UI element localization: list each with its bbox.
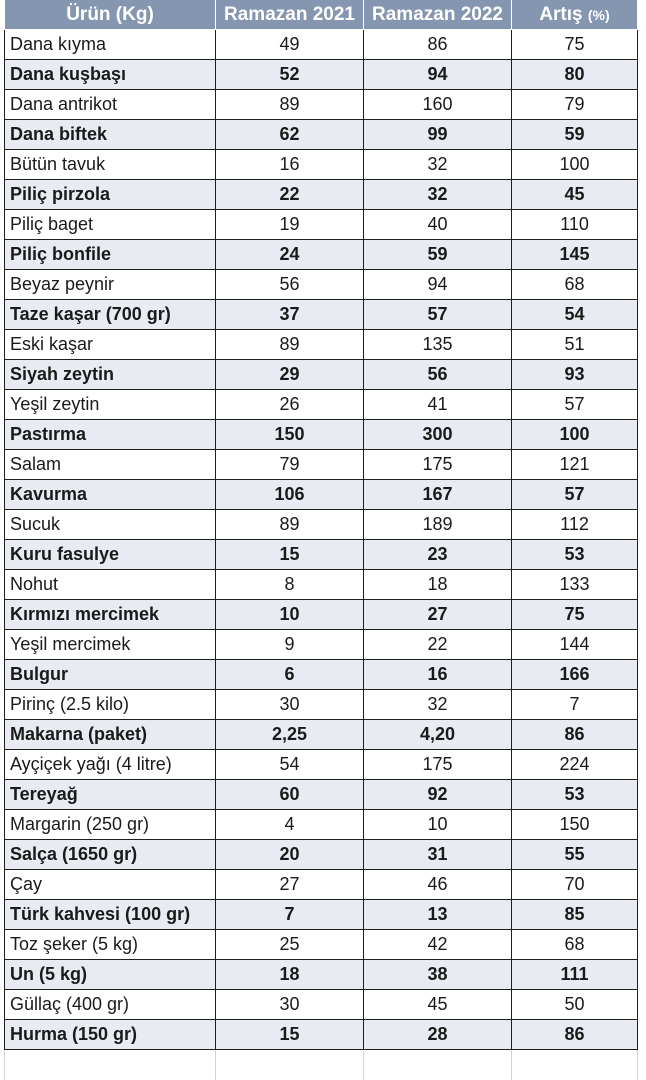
ramazan-2021-cell: 4 [216, 810, 364, 840]
product-name-cell: Margarin (250 gr) [5, 810, 216, 840]
empty-cell [512, 1050, 638, 1080]
table-row [5, 720, 638, 750]
ramazan-2022-cell: 175 [364, 450, 512, 480]
ramazan-2021-cell: 89 [216, 510, 364, 540]
table-row [5, 750, 638, 780]
increase-percent-cell: 144 [512, 630, 638, 660]
increase-percent-cell: 45 [512, 180, 638, 210]
product-name-cell: Ayçiçek yağı (4 litre) [5, 750, 216, 780]
increase-percent-cell: 57 [512, 390, 638, 420]
increase-percent-cell: 100 [512, 420, 638, 450]
ramazan-2022-cell: 45 [364, 990, 512, 1020]
product-name-cell: Tereyağ [5, 780, 216, 810]
ramazan-2022-cell: 189 [364, 510, 512, 540]
ramazan-2021-cell: 106 [216, 480, 364, 510]
table-row [5, 780, 638, 810]
table-row [5, 570, 638, 600]
ramazan-2021-cell: 15 [216, 1020, 364, 1050]
ramazan-2022-cell: 94 [364, 60, 512, 90]
ramazan-2022-cell: 16 [364, 660, 512, 690]
increase-percent-cell: 224 [512, 750, 638, 780]
product-name-cell: Bulgur [5, 660, 216, 690]
ramazan-2022-cell: 23 [364, 540, 512, 570]
ramazan-2022-cell: 99 [364, 120, 512, 150]
ramazan-2021-cell: 52 [216, 60, 364, 90]
product-name-cell: Beyaz peynir [5, 270, 216, 300]
ramazan-2022-cell: 13 [364, 900, 512, 930]
ramazan-2021-cell: 6 [216, 660, 364, 690]
header-increase-label: Artış [539, 4, 582, 25]
ramazan-2022-cell: 46 [364, 870, 512, 900]
ramazan-2022-cell: 32 [364, 150, 512, 180]
ramazan-2021-cell: 26 [216, 390, 364, 420]
product-name-cell: Yeşil mercimek [5, 630, 216, 660]
table-row [5, 120, 638, 150]
table-row [5, 900, 638, 930]
increase-percent-cell: 93 [512, 360, 638, 390]
table-row [5, 30, 638, 60]
ramazan-2022-cell: 300 [364, 420, 512, 450]
increase-percent-cell: 53 [512, 780, 638, 810]
table-row [5, 840, 638, 870]
ramazan-2021-cell: 15 [216, 540, 364, 570]
increase-percent-cell: 86 [512, 1020, 638, 1050]
ramazan-2021-cell: 62 [216, 120, 364, 150]
ramazan-2022-cell: 32 [364, 690, 512, 720]
ramazan-2022-cell: 57 [364, 300, 512, 330]
ramazan-2022-cell: 27 [364, 600, 512, 630]
ramazan-2022-cell: 59 [364, 240, 512, 270]
header-increase-unit: (%) [588, 7, 610, 23]
ramazan-2022-cell: 4,20 [364, 720, 512, 750]
increase-percent-cell: 166 [512, 660, 638, 690]
table-row [5, 600, 638, 630]
header-product: Ürün (Kg) [5, 0, 216, 30]
ramazan-2022-cell: 56 [364, 360, 512, 390]
ramazan-2021-cell: 37 [216, 300, 364, 330]
ramazan-2022-cell: 32 [364, 180, 512, 210]
product-name-cell: Hurma (150 gr) [5, 1020, 216, 1050]
ramazan-2021-cell: 22 [216, 180, 364, 210]
header-row [5, 0, 638, 30]
increase-percent-cell: 68 [512, 270, 638, 300]
ramazan-2021-cell: 89 [216, 90, 364, 120]
product-name-cell: Piliç pirzola [5, 180, 216, 210]
table-row [5, 510, 638, 540]
empty-row [5, 1050, 638, 1080]
increase-percent-cell: 79 [512, 90, 638, 120]
increase-percent-cell: 80 [512, 60, 638, 90]
product-name-cell: Sucuk [5, 510, 216, 540]
header-ramazan-2022: Ramazan 2022 [364, 0, 512, 30]
ramazan-2022-cell: 18 [364, 570, 512, 600]
product-name-cell: Taze kaşar (700 gr) [5, 300, 216, 330]
ramazan-2021-cell: 16 [216, 150, 364, 180]
ramazan-2021-cell: 2,25 [216, 720, 364, 750]
increase-percent-cell: 121 [512, 450, 638, 480]
table-row [5, 480, 638, 510]
header-increase [512, 0, 638, 30]
ramazan-2021-cell: 29 [216, 360, 364, 390]
table-row [5, 180, 638, 210]
increase-percent-cell: 75 [512, 600, 638, 630]
ramazan-2022-cell: 86 [364, 30, 512, 60]
ramazan-2022-cell: 41 [364, 390, 512, 420]
increase-percent-cell: 50 [512, 990, 638, 1020]
product-name-cell: Güllaç (400 gr) [5, 990, 216, 1020]
increase-percent-cell: 68 [512, 930, 638, 960]
product-name-cell: Türk kahvesi (100 gr) [5, 900, 216, 930]
product-name-cell: Eski kaşar [5, 330, 216, 360]
empty-cell [216, 1050, 364, 1080]
ramazan-2021-cell: 7 [216, 900, 364, 930]
table-row [5, 960, 638, 990]
product-name-cell: Dana kuşbaşı [5, 60, 216, 90]
ramazan-2021-cell: 150 [216, 420, 364, 450]
increase-percent-cell: 133 [512, 570, 638, 600]
table-row [5, 450, 638, 480]
ramazan-2021-cell: 25 [216, 930, 364, 960]
ramazan-2022-cell: 167 [364, 480, 512, 510]
product-name-cell: Un (5 kg) [5, 960, 216, 990]
ramazan-2021-cell: 24 [216, 240, 364, 270]
increase-percent-cell: 145 [512, 240, 638, 270]
ramazan-2022-cell: 40 [364, 210, 512, 240]
product-name-cell: Dana kıyma [5, 30, 216, 60]
ramazan-2022-cell: 38 [364, 960, 512, 990]
ramazan-2022-cell: 135 [364, 330, 512, 360]
ramazan-2021-cell: 30 [216, 990, 364, 1020]
product-name-cell: Nohut [5, 570, 216, 600]
increase-percent-cell: 59 [512, 120, 638, 150]
table-row [5, 420, 638, 450]
product-name-cell: Dana biftek [5, 120, 216, 150]
table-row [5, 930, 638, 960]
product-name-cell: Çay [5, 870, 216, 900]
product-name-cell: Dana antrikot [5, 90, 216, 120]
product-name-cell: Bütün tavuk [5, 150, 216, 180]
table-row [5, 150, 638, 180]
increase-percent-cell: 7 [512, 690, 638, 720]
increase-percent-cell: 53 [512, 540, 638, 570]
ramazan-2022-cell: 175 [364, 750, 512, 780]
table-header [5, 0, 638, 30]
ramazan-2022-cell: 94 [364, 270, 512, 300]
table-row [5, 1020, 638, 1050]
product-name-cell: Makarna (paket) [5, 720, 216, 750]
ramazan-2022-cell: 31 [364, 840, 512, 870]
increase-percent-cell: 111 [512, 960, 638, 990]
product-name-cell: Piliç bonfile [5, 240, 216, 270]
table-row [5, 690, 638, 720]
ramazan-2021-cell: 60 [216, 780, 364, 810]
ramazan-2022-cell: 42 [364, 930, 512, 960]
increase-percent-cell: 54 [512, 300, 638, 330]
increase-percent-cell: 85 [512, 900, 638, 930]
increase-percent-cell: 70 [512, 870, 638, 900]
table-row [5, 540, 638, 570]
product-name-cell: Pirinç (2.5 kilo) [5, 690, 216, 720]
ramazan-2021-cell: 54 [216, 750, 364, 780]
ramazan-2021-cell: 18 [216, 960, 364, 990]
table-row [5, 240, 638, 270]
ramazan-2022-cell: 28 [364, 1020, 512, 1050]
ramazan-2021-cell: 49 [216, 30, 364, 60]
table-row [5, 270, 638, 300]
increase-percent-cell: 100 [512, 150, 638, 180]
ramazan-2022-cell: 160 [364, 90, 512, 120]
table-row [5, 870, 638, 900]
increase-percent-cell: 55 [512, 840, 638, 870]
product-name-cell: Kavurma [5, 480, 216, 510]
empty-cell [364, 1050, 512, 1080]
ramazan-2021-cell: 19 [216, 210, 364, 240]
increase-percent-cell: 110 [512, 210, 638, 240]
ramazan-2021-cell: 79 [216, 450, 364, 480]
ramazan-2022-cell: 92 [364, 780, 512, 810]
product-name-cell: Siyah zeytin [5, 360, 216, 390]
product-name-cell: Toz şeker (5 kg) [5, 930, 216, 960]
table-row [5, 300, 638, 330]
price-comparison-table [4, 0, 638, 1080]
increase-percent-cell: 112 [512, 510, 638, 540]
ramazan-2021-cell: 20 [216, 840, 364, 870]
increase-percent-cell: 86 [512, 720, 638, 750]
product-name-cell: Kırmızı mercimek [5, 600, 216, 630]
table-row [5, 810, 638, 840]
ramazan-2021-cell: 56 [216, 270, 364, 300]
product-name-cell: Salça (1650 gr) [5, 840, 216, 870]
table-row [5, 660, 638, 690]
ramazan-2022-cell: 10 [364, 810, 512, 840]
ramazan-2022-cell: 22 [364, 630, 512, 660]
increase-percent-cell: 51 [512, 330, 638, 360]
product-name-cell: Piliç baget [5, 210, 216, 240]
ramazan-2021-cell: 10 [216, 600, 364, 630]
table-row [5, 630, 638, 660]
table-row [5, 330, 638, 360]
header-ramazan-2021: Ramazan 2021 [216, 0, 364, 30]
ramazan-2021-cell: 30 [216, 690, 364, 720]
ramazan-2021-cell: 27 [216, 870, 364, 900]
table-row [5, 360, 638, 390]
product-name-cell: Yeşil zeytin [5, 390, 216, 420]
table-body [5, 30, 638, 1080]
table-row [5, 990, 638, 1020]
product-name-cell: Salam [5, 450, 216, 480]
product-name-cell: Pastırma [5, 420, 216, 450]
product-name-cell: Kuru fasulye [5, 540, 216, 570]
table-row [5, 90, 638, 120]
table-row [5, 390, 638, 420]
table-row [5, 210, 638, 240]
ramazan-2021-cell: 8 [216, 570, 364, 600]
increase-percent-cell: 75 [512, 30, 638, 60]
empty-cell [5, 1050, 216, 1080]
ramazan-2021-cell: 9 [216, 630, 364, 660]
table-row [5, 60, 638, 90]
increase-percent-cell: 150 [512, 810, 638, 840]
increase-percent-cell: 57 [512, 480, 638, 510]
ramazan-2021-cell: 89 [216, 330, 364, 360]
